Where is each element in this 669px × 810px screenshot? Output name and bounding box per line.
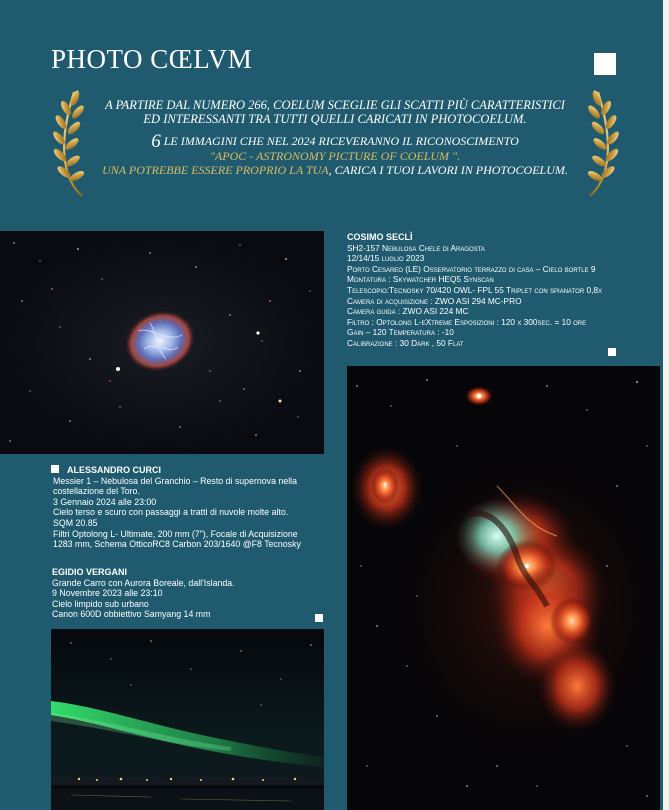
secli-marker-icon (608, 348, 616, 356)
corner-square-icon (594, 53, 616, 75)
secli-line: Camera di acquisizione : ZWO ASI 294 MC-PRO (347, 295, 522, 306)
curci-caption (53, 465, 329, 550)
secli-line: Gain – 120 Temperatura : -10 (347, 327, 454, 338)
crab-nebula-photo (0, 231, 324, 454)
vergani-author: EGIDIO VERGANI (52, 567, 128, 577)
vergani-line: Canon 600D obbiettivo Samyang 14 mm (52, 609, 211, 620)
intro-paragraph-2 (100, 131, 570, 177)
curci-line: Messier 1 – Nebulosa del Granchio – Resto di supernova nella (53, 475, 298, 486)
laurel-left-icon (52, 88, 90, 198)
curci-line: Cielo terso e scuro con passaggi a tratti di nuvole molte alto. (53, 507, 289, 518)
intro-line-5: UNA POTREBBE ESSERE PROPRIO LA TUA, CARICA I TUOI LAVORI IN PHOTOCOELUM. (102, 163, 568, 177)
secli-line: Telescopio:Tecnosky 70/420 OWL- FPL 55 Triplet con spianator 0,8x (347, 284, 602, 295)
laurel-right-icon (582, 88, 620, 198)
secli-line: Porto Cesareo (LE) Osservatorio terrazzo di casa – Cielo bortle 9 (347, 263, 596, 274)
secli-line: SH2-157 Nebulosa Chele di Aragosta (347, 242, 485, 253)
vergani-line: 9 Novembre 2023 alle 23:10 (52, 588, 163, 599)
secli-author: COSIMO SECLÌ (347, 232, 413, 242)
curci-author: ALESSANDRO CURCI (67, 465, 162, 475)
page-title: PHOTO CŒLVM (51, 44, 253, 74)
aurora-photo (51, 629, 324, 810)
curci-line: Filtri Optolong L- Ultimate, 200 mm (7"), Focale di Acquisizione (53, 528, 298, 539)
vergani-marker-icon (315, 614, 323, 622)
curci-line: 1283 mm, Schema OtticoRC8 Carbon 203/1640 @F8 Tecnosky (53, 539, 301, 550)
apoc-count: 6 (151, 131, 161, 152)
curci-bullet-icon (51, 465, 59, 473)
page-edge (663, 0, 669, 810)
intro-line-1: A PARTIRE DAL NUMERO 266, COELUM SCEGLIE GLI SCATTI PIÙ CARATTERISTICI (105, 98, 565, 112)
secli-line: 12/14/15 luglio 2023 (347, 253, 425, 264)
secli-line: Camera guida : ZWO ASI 224 MC (347, 306, 469, 317)
vergani-line: Cielo limpido sub urbano (52, 598, 149, 609)
intro-line-4: "APOC - ASTRONOMY PICTURE OF COELUM ". (209, 149, 461, 163)
secli-line: Calibrazione : 30 Dark , 50 Flat (347, 337, 464, 348)
curci-line: SQM 20.85 (53, 517, 98, 528)
secli-caption (347, 232, 657, 349)
intro-paragraph-1 (100, 98, 570, 126)
intro-line-2: ED INTERESSANTI TRA TUTTI QUELLI CARICATI IN PHOTOCOELUM. (143, 112, 527, 126)
curci-line: costellazione del Toro. (53, 486, 140, 497)
intro-line-3: 6 LE IMMAGINI CHE NEL 2024 RICEVERANNO IL RICONOSCIMENTO (151, 131, 519, 152)
lobster-claw-nebula-photo (347, 366, 660, 810)
curci-line: 3 Gennaio 2024 alle 23:00 (53, 496, 157, 507)
intro-highlight: UNA POTREBBE ESSERE PROPRIO LA TUA (102, 163, 329, 177)
secli-line: Filtro : Optolong L-eXtreme Esposizioni : 120 x 300sec. = 10 ore (347, 316, 587, 327)
secli-line: Montatura : Skywatcher HEQ5 Synscan (347, 274, 494, 285)
vergani-line: Grande Carro con Aurora Boreale, dall'Islanda. (52, 577, 235, 588)
vergani-caption (52, 567, 322, 620)
